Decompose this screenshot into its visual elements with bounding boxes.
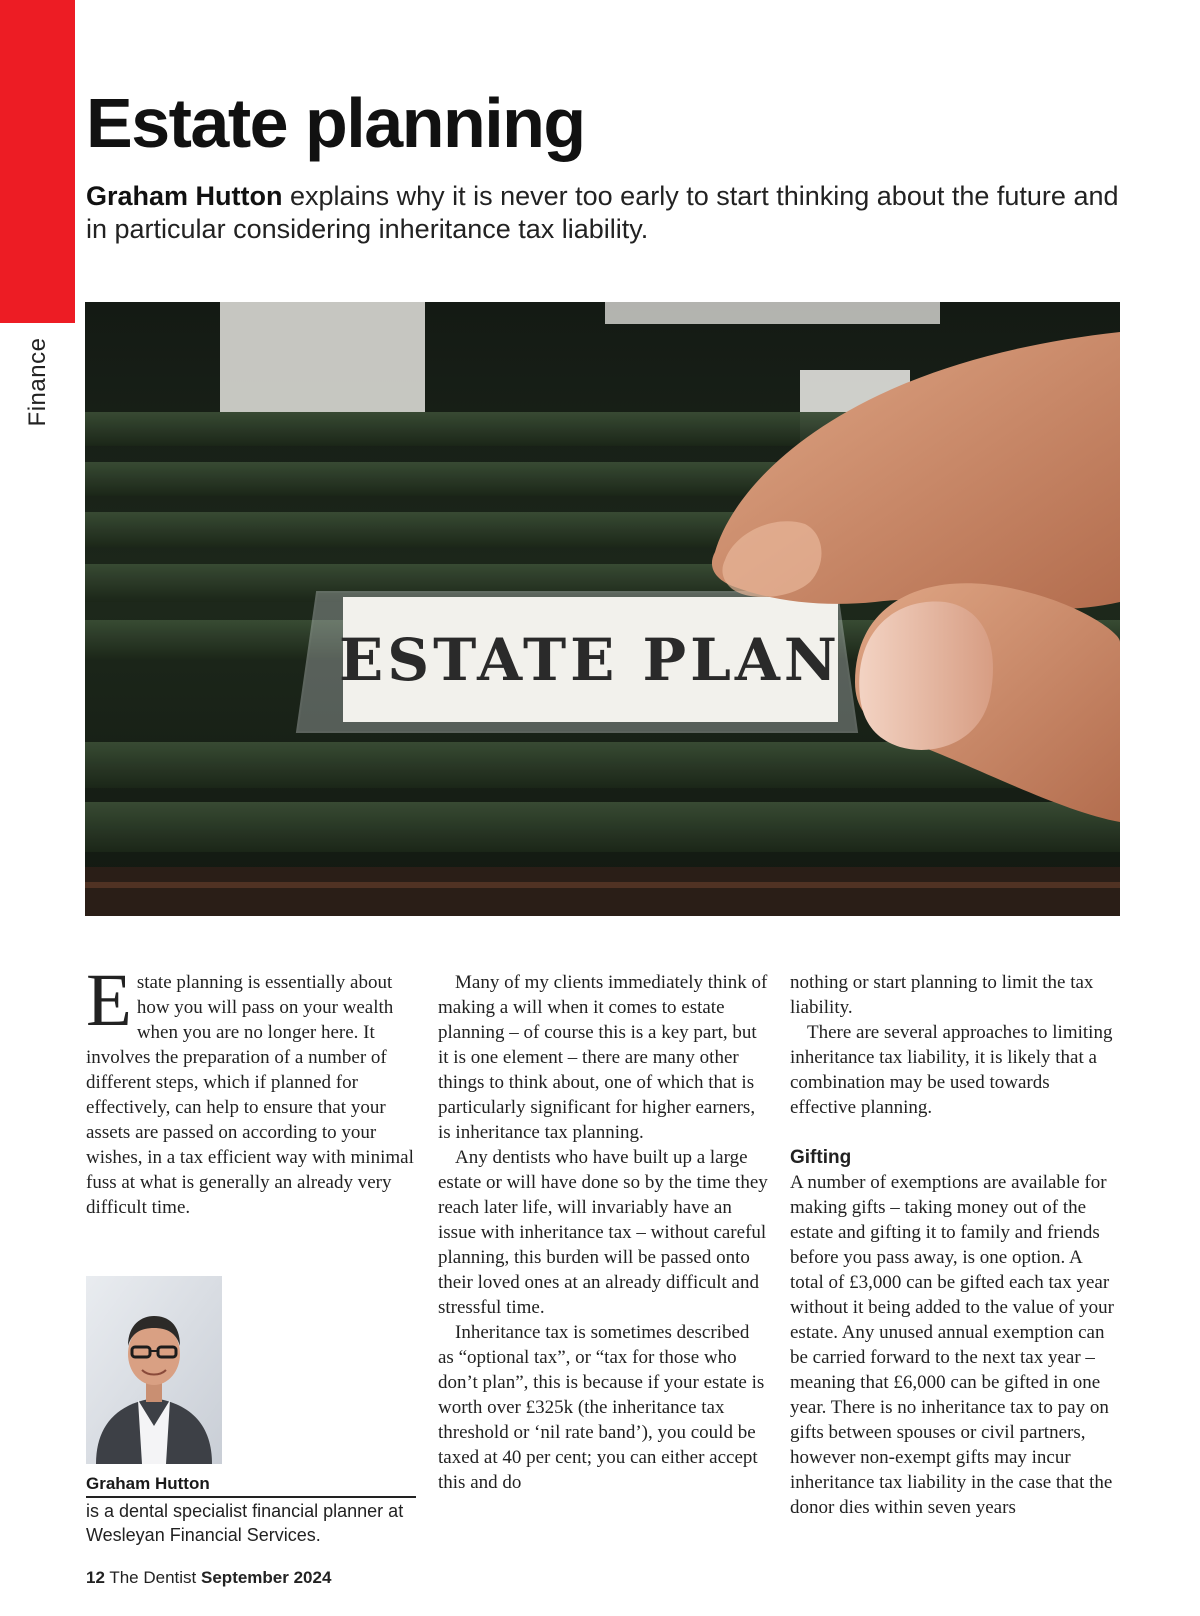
estate-plan-label-text: ESTATE PLAN: [339, 626, 841, 694]
headline: Estate planning: [86, 84, 585, 162]
standfirst-author: Graham Hutton: [86, 181, 283, 211]
paragraph: Any dentists who have built up a large estate or will have done so by the time they reach later life, will invariably have an issue with inheritance tax – without careful planning, this burden will be passed onto their loved ones at an already difficult and stressful time.: [438, 1147, 768, 1318]
page-folio: [86, 1568, 331, 1588]
subheading-gifting: Gifting: [790, 1147, 852, 1168]
section-color-bar: [0, 0, 75, 323]
paragraph: Inheritance tax is sometimes described as “optional tax”, or “tax for those who don’t plan”, this is because if your estate is worth over £325k (the inheritance tax threshold or ‘nil rate band’), you could be taxed at 40 per cent; you can either accept this and do: [438, 1322, 765, 1493]
paragraph: Many of my clients immediately think of making a will when it comes to estate planning – of course this is a key part, but it is one element – there are many other things to think about, one of which that is particularly significant for higher earners, is inheritance tax planning.: [438, 972, 768, 1143]
blurred-folder-tab: [605, 302, 940, 324]
paragraph: nothing or start planning to limit the tax liability.: [790, 972, 1094, 1018]
blurred-folder-tab: [220, 302, 425, 412]
drop-cap: E: [86, 959, 132, 1042]
body-column-3: [790, 970, 1120, 1520]
section-label: Finance: [24, 337, 51, 427]
body-column-1: [86, 959, 416, 1220]
paragraph: There are several approaches to limiting inheritance tax liability, it is likely that a combination may be used towards effective planning.: [790, 1022, 1113, 1118]
publication-name: The Dentist: [109, 1568, 197, 1587]
paragraph: A number of exemptions are available for making gifts – taking money out of the estate and gifting it to family and friends before you pass away, is one option. A total of £3,000 can be gifted each tax year without it being added to the value of your estate. Any unused annual exemption can be carried forward to the next tax year – meaning that £6,000 can be gifted in one year. There is no inheritance tax to pay on gifts between spouses or civil partners, however non-exempt gifts may incur inheritance tax liability in the case that the donor dies within seven years: [790, 1172, 1114, 1518]
body-column-2: [438, 970, 768, 1495]
issue-date: September 2024: [201, 1568, 332, 1587]
hero-image: [85, 302, 1120, 916]
standfirst-text: explains why it is never too early to start thinking about the future and in particular considering inheritance tax liability.: [86, 181, 1119, 244]
author-name: Graham Hutton: [86, 1473, 416, 1498]
intro-paragraph: Estate planning is essentially about how you will pass on your wealth when you are no longer here. It involves the preparation of a number of different steps, which if planned for effectively, can help to ensure that your assets are passed on according to your wishes, in a tax efficient way with minimal fuss at what is generally an already very difficult time.: [86, 959, 414, 1218]
author-bio: is a dental specialist financial planner at Wesleyan Financial Services.: [86, 1501, 404, 1545]
standfirst: [86, 180, 1146, 246]
page-number: 12: [86, 1568, 105, 1587]
author-photo: [86, 1276, 222, 1464]
